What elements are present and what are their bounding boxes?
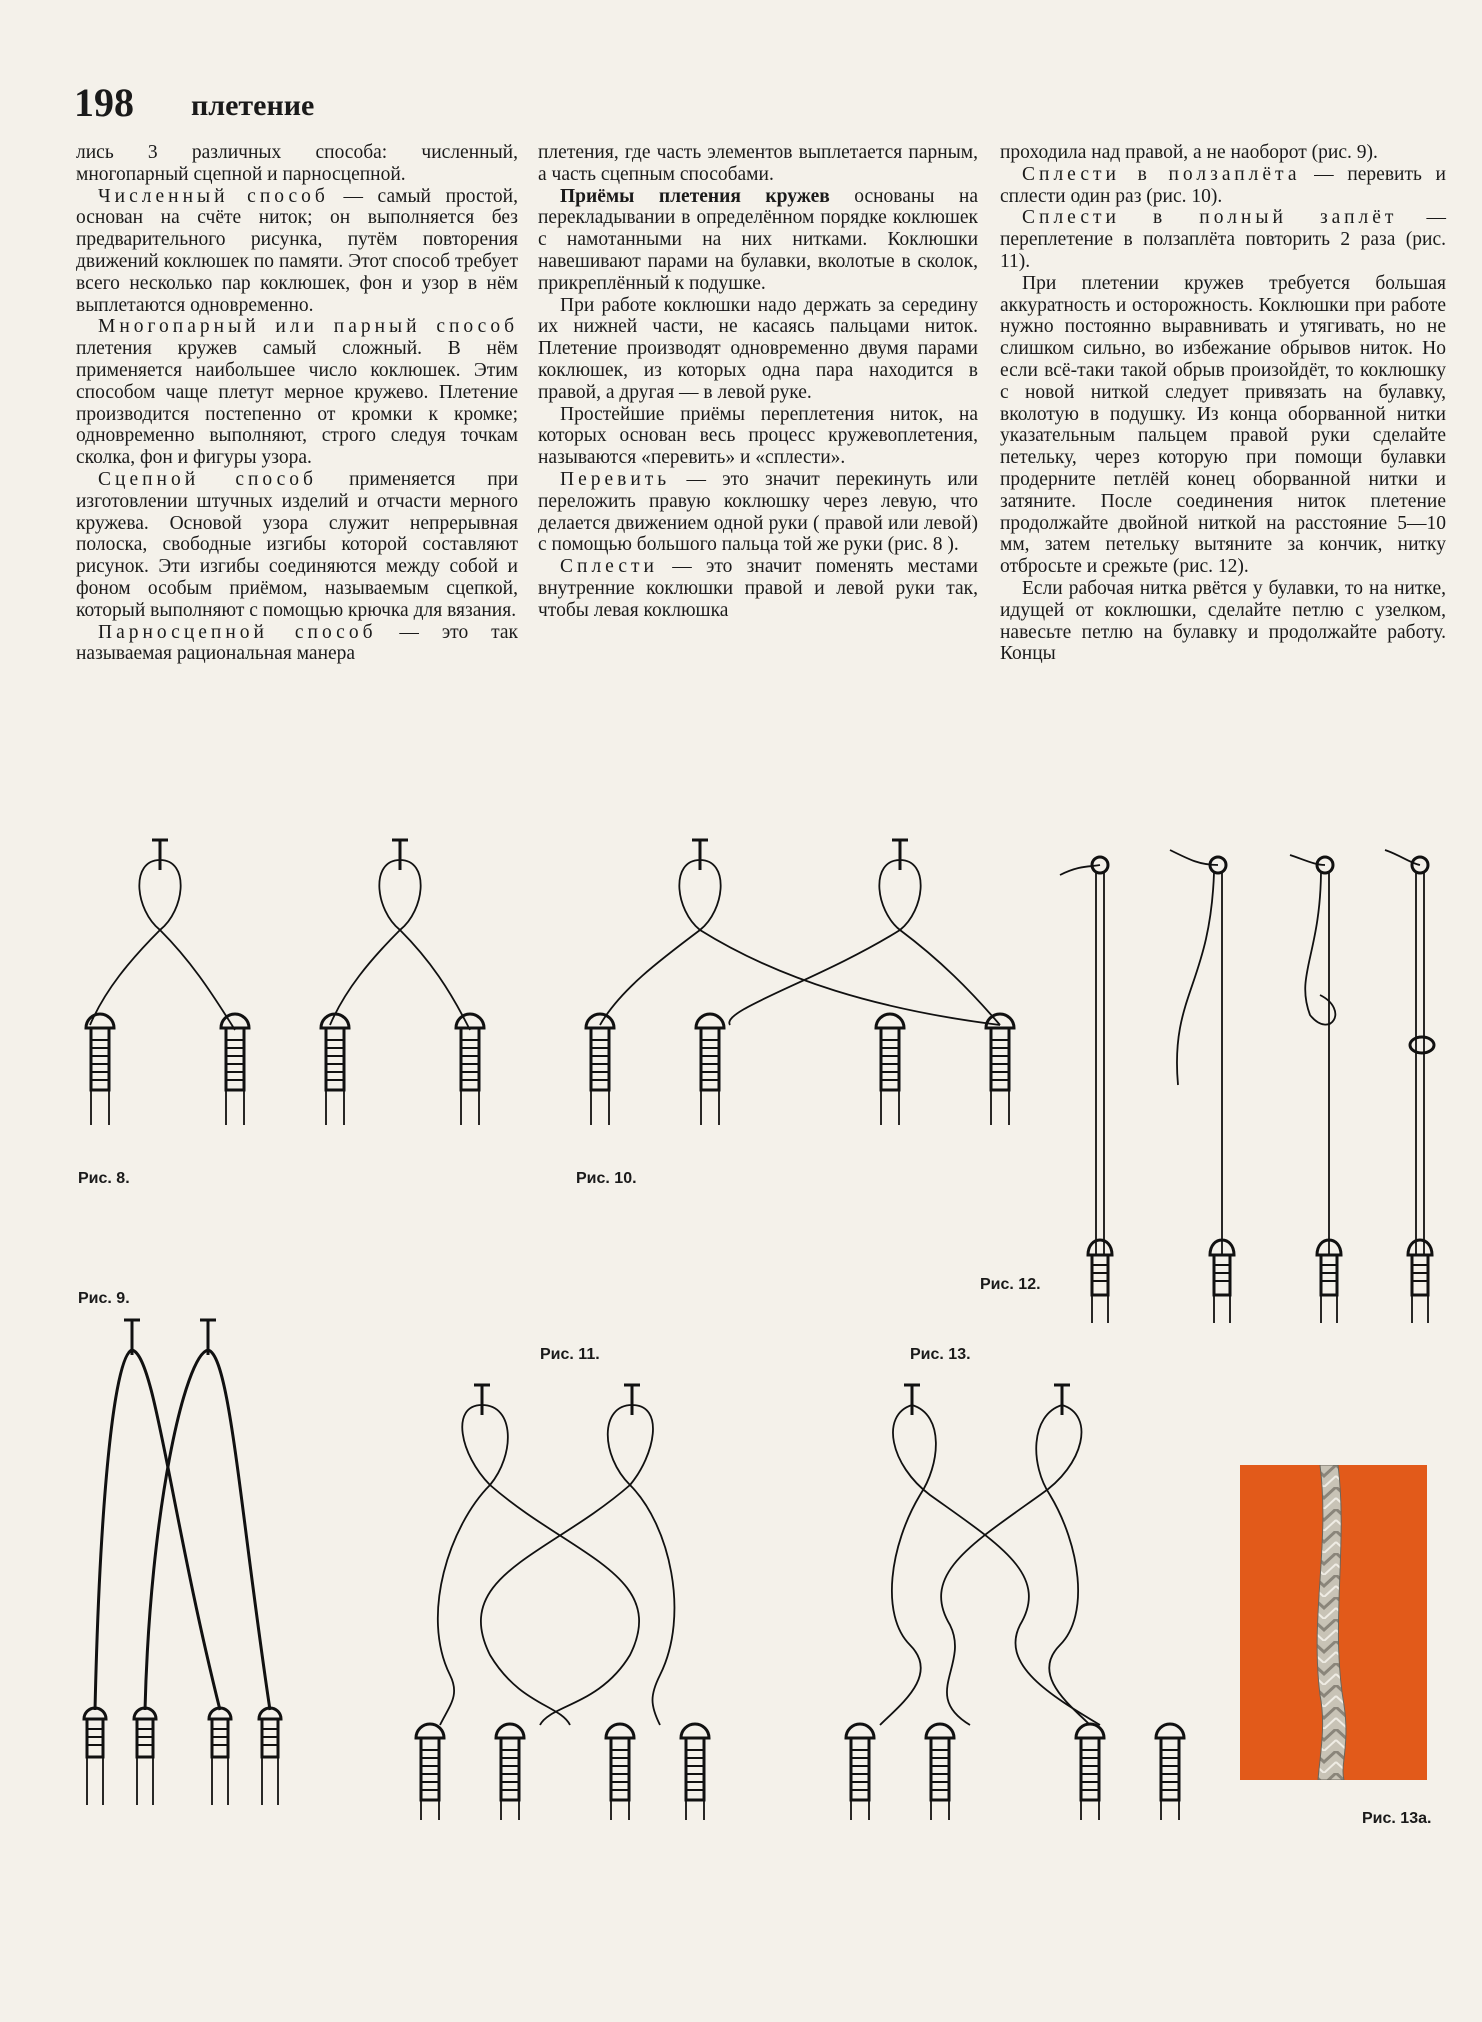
paragraph: Численный способ — самый простой, основан на счёте ниток; он выполняется без предварительного рисунка, путём повторения движений коклюшек по памяти. Этот способ требует всего несколько пар коклюшек, фон и узор в нём выплетаются одновременно. xyxy=(76,185,518,316)
figure-12-illustration xyxy=(1050,835,1470,1325)
figure-13-caption: Рис. 13. xyxy=(910,1346,971,1363)
text-column-3 xyxy=(1000,142,1446,665)
paragraph: Сплести в ползаплёта — перевить и сплести один раз (рис. 10). xyxy=(1000,163,1446,207)
paragraph: проходила над правой, а не наоборот (рис. 9). xyxy=(1000,142,1378,163)
bobbin xyxy=(221,1014,249,1125)
text-column-1 xyxy=(76,142,518,665)
term: Сплести в ползаплёта xyxy=(1022,163,1301,185)
term: Перевить xyxy=(560,468,671,490)
bobbin xyxy=(456,1014,484,1125)
paragraph: Перевить — это значит перекинуть или переложить правую коклюшку через левую, что делается движением одной руки ( правой или левой) с помощью большого пальца той же руки (рис. 8 ). xyxy=(538,468,978,556)
figure-13-illustration xyxy=(820,1375,1220,1825)
pair-right xyxy=(330,840,470,1030)
bobbin xyxy=(86,1014,114,1125)
paragraph: Приёмы плетения кружев основаны на перекладывании в определённом порядке коклюшек с намотанными на них нитками. Коклюшки навешивают парами на булавки, вколотые в сколок, прикреплённый к подушке. xyxy=(538,185,978,294)
paragraph: Сплести в полный заплёт — переплетение в ползаплёта повторить 2 раза (рис. 11). xyxy=(1000,207,1446,272)
term: Сплести в полный заплёт xyxy=(1022,207,1398,229)
figure-13a-photo xyxy=(1240,1465,1427,1780)
bobbin xyxy=(321,1014,349,1125)
term: Численный способ xyxy=(98,185,329,207)
page-header xyxy=(74,78,494,128)
paragraph: Сцепной способ применяется при изготовлении штучных изделий и отчасти мерного кружева. Основой узора служит непрерывная полоска, свободные изгибы которой составляют рисунок. Эти изгибы соединяются между собой и фоном особым приёмом, называемым сцепкой, который выполняют с помощью крючка для вязания. xyxy=(76,468,518,621)
paragraph: При работе коклюшки надо держать за середину их нижней части, не касаясь пальцами ниток. Плетение производят одновременно двумя парами коклюшек, из которых одна пара находится в правой, а другая — в левой руке. xyxy=(538,294,978,403)
term: Парносцепной способ xyxy=(98,621,377,643)
paragraph: Сплести — это значит поменять местами внутренние коклюшки правой и левой руки так, чтобы левая коклюшка xyxy=(538,556,978,621)
figure-13a-caption: Рис. 13а. xyxy=(1362,1810,1432,1827)
paragraph: При плетении кружев требуется большая аккуратность и осторожность. Коклюшки при работе нужно постоянно выравнивать и утягивать, но не слишком сильно, во избежание обрывов ниток. Но если всё-таки такой обрыв произойдёт, то коклюшку с новой ниткой следует привязать на булавку, вколотую в подушку. Из конца оборванной нитки указательным пальцем правой руки сделайте петельку, через которую при помощи булавки продерните петлёй конец оборванной нитки и затяните. После соединения ниток плетение продолжайте двойной ниткой на расстояние 5—10 мм, затем петельку вытяните за кончик, нитку отбросьте и срежьте (рис. 12). xyxy=(1000,272,1446,578)
braid-photo-illustration xyxy=(1240,1465,1427,1780)
figure-9-illustration xyxy=(60,1310,320,1810)
term: Сплести xyxy=(560,556,658,578)
figure-11-illustration xyxy=(390,1375,730,1825)
text-column-2 xyxy=(538,142,978,622)
figure-11-caption: Рис. 11. xyxy=(540,1346,600,1363)
paragraph: Многопарный или парный способ плетения кружев самый сложный. В нём применяется наибольшее число коклюшек. Этим способом чаще плетут мерное кружево. Плетение производится постепенно от кромки к кромке; одновременно выполняют, строго следуя точкам сколка, фон и фигуры узора. xyxy=(76,316,518,469)
term: Сцепной способ xyxy=(98,468,317,490)
figure-8-caption: Рис. 8. xyxy=(78,1170,130,1187)
paragraph: лись 3 различных способа: численный, многопарный сцепной и парносцепной. xyxy=(76,142,518,185)
figure-12-caption: Рис. 12. xyxy=(980,1276,1041,1293)
term: Приёмы плетения кружев xyxy=(560,185,830,207)
figure-10-bobbins xyxy=(560,1010,1040,1130)
section-title: плетение xyxy=(191,89,315,122)
figure-9-caption: Рис. 9. xyxy=(78,1290,130,1307)
paragraph: плетения, где часть элементов выплетается парным, а часть сцепным способами. xyxy=(538,142,978,185)
pair-left xyxy=(90,840,235,1030)
term: Многопарный или парный способ xyxy=(98,316,518,338)
paragraph: Если рабочая нитка рвётся у булавки, то на нитке, идущей от коклюшки, сделайте петлю с узелком, навесьте петлю на булавку и продолжайте работу. Концы xyxy=(1000,577,1446,665)
figure-8-bobbins xyxy=(60,1010,500,1130)
figure-10-caption: Рис. 10. xyxy=(576,1170,637,1187)
paragraph: Парносцепной способ — это так называемая рациональная манера xyxy=(76,621,518,665)
paragraph: Простейшие приёмы переплетения ниток, на которых основан весь процесс кружевоплетения, называются «перевить» и «сплести». xyxy=(538,403,978,469)
page-number: 198 xyxy=(74,80,134,125)
